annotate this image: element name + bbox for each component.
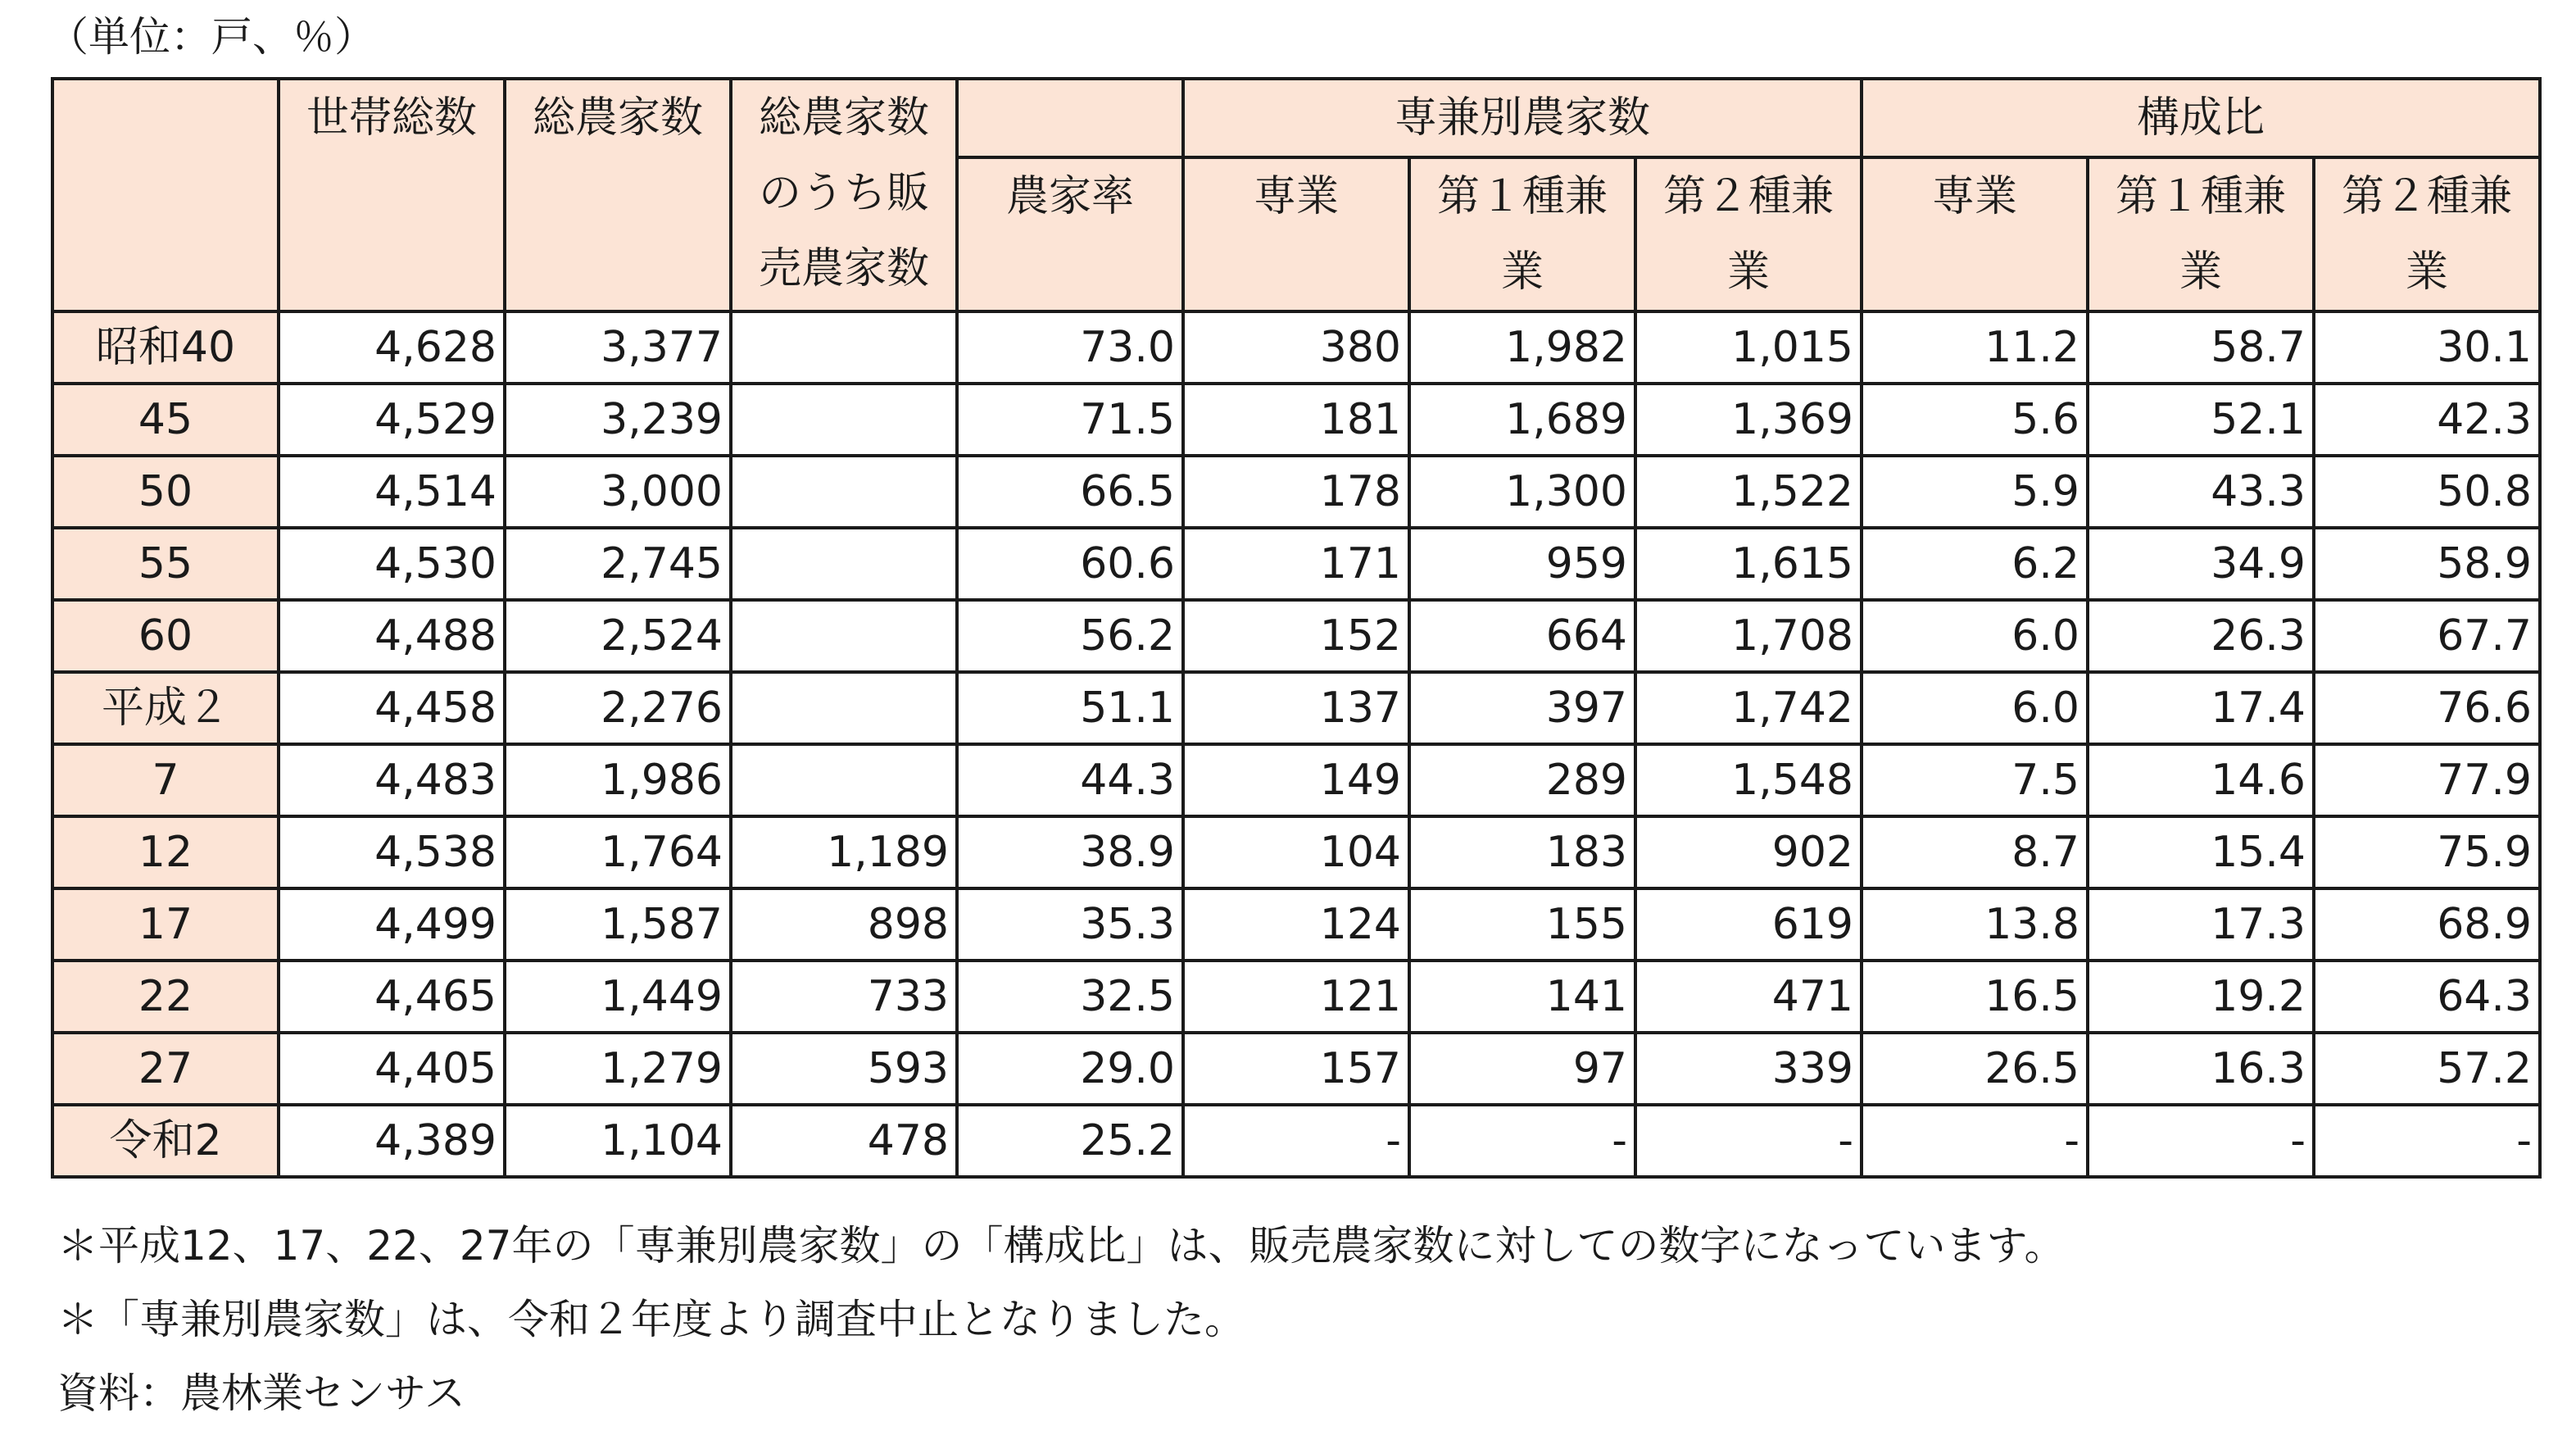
farm-rate-cell: 66.5 [957, 456, 1183, 528]
total-farm-cell: 2,524 [505, 600, 731, 672]
header-full-time [1183, 157, 1409, 311]
total-farm-cell: 1,104 [505, 1105, 731, 1177]
ratio-part-time-1-cell: 19.2 [2088, 961, 2314, 1033]
farm-rate-cell: 56.2 [957, 600, 1183, 672]
households-cell: 4,514 [279, 456, 505, 528]
full-time-cell: 157 [1183, 1033, 1409, 1105]
sales-farm-cell: 733 [731, 961, 957, 1033]
full-time-cell: 152 [1183, 600, 1409, 672]
table-row [52, 528, 2540, 600]
header-farm-rate [957, 157, 1183, 311]
ratio-part-time-1-cell: 17.3 [2088, 888, 2314, 961]
header-group-ratio [1862, 79, 2540, 157]
ratio-part-time-1-cell: 58.7 [2088, 311, 2314, 384]
ratio-part-time-2-cell: 76.6 [2314, 672, 2540, 744]
ratio-full-time-cell: 8.7 [1862, 816, 2088, 888]
ratio-part-time-2-cell: 77.9 [2314, 744, 2540, 816]
part-time-2-cell: 1,548 [1635, 744, 1862, 816]
part-time-2-cell: 902 [1635, 816, 1862, 888]
full-time-cell: 171 [1183, 528, 1409, 600]
ratio-part-time-2-cell: 58.9 [2314, 528, 2540, 600]
ratio-part-time-1-cell: 52.1 [2088, 384, 2314, 456]
header-ratio-part-time-2-line2: 業 [2405, 248, 2448, 297]
year-label: 22 [52, 961, 279, 1033]
table-row [52, 672, 2540, 744]
source-note: 資料：農林業センサス [57, 1370, 465, 1417]
table-row [52, 888, 2540, 961]
total-farm-cell: 1,449 [505, 961, 731, 1033]
full-time-cell: 380 [1183, 311, 1409, 384]
header-ratio-full-time [1862, 157, 2088, 311]
part-time-2-cell: - [1635, 1105, 1862, 1177]
year-label: 45 [52, 384, 279, 456]
households-cell: 4,488 [279, 600, 505, 672]
header-group-by-type [1183, 79, 1862, 157]
sales-farm-cell [731, 528, 957, 600]
table-row [52, 1105, 2540, 1177]
ratio-full-time-cell: - [1862, 1105, 2088, 1177]
ratio-part-time-1-cell: 17.4 [2088, 672, 2314, 744]
ratio-part-time-1-cell: 26.3 [2088, 600, 2314, 672]
households-cell: 4,530 [279, 528, 505, 600]
sales-farm-cell [731, 600, 957, 672]
full-time-cell: 149 [1183, 744, 1409, 816]
year-label: 12 [52, 816, 279, 888]
farm-rate-cell: 71.5 [957, 384, 1183, 456]
header-sales-farm [731, 79, 957, 311]
households-cell: 4,405 [279, 1033, 505, 1105]
part-time-1-cell: 155 [1409, 888, 1635, 961]
header-farm-rate-top [957, 79, 1183, 157]
header-farm-rate-label: 農家率 [1005, 172, 1134, 221]
farm-rate-cell: 29.0 [957, 1033, 1183, 1105]
total-farm-cell: 2,745 [505, 528, 731, 600]
table-row [52, 744, 2540, 816]
unit-label: （単位：戸、％） [48, 13, 375, 61]
ratio-part-time-1-cell: 15.4 [2088, 816, 2314, 888]
full-time-cell: 181 [1183, 384, 1409, 456]
farm-rate-cell: 73.0 [957, 311, 1183, 384]
ratio-full-time-cell: 11.2 [1862, 311, 2088, 384]
total-farm-cell: 3,239 [505, 384, 731, 456]
ratio-part-time-2-cell: 67.7 [2314, 600, 2540, 672]
total-farm-cell: 1,279 [505, 1033, 731, 1105]
header-households-label: 世帯総数 [306, 93, 477, 143]
table-row [52, 816, 2540, 888]
footnote-sales-farm-ratio: ＊平成12、17、22、27年の「専兼別農家数」の「構成比」は、販売農家数に対しての数字になっています。 [57, 1222, 2066, 1270]
sales-farm-cell: 1,189 [731, 816, 957, 888]
ratio-full-time-cell: 5.9 [1862, 456, 2088, 528]
header-ratio-part-time-1 [2088, 157, 2314, 311]
total-farm-cell: 3,000 [505, 456, 731, 528]
part-time-2-cell: 1,369 [1635, 384, 1862, 456]
ratio-part-time-2-cell: 64.3 [2314, 961, 2540, 1033]
year-label: 昭和40 [52, 311, 279, 384]
part-time-1-cell: 183 [1409, 816, 1635, 888]
full-time-cell: 178 [1183, 456, 1409, 528]
sales-farm-cell [731, 384, 957, 456]
header-sales-farm-line2: のうち販 [758, 169, 929, 218]
ratio-part-time-1-cell: 34.9 [2088, 528, 2314, 600]
farm-rate-cell: 38.9 [957, 816, 1183, 888]
part-time-1-cell: 97 [1409, 1033, 1635, 1105]
ratio-full-time-cell: 13.8 [1862, 888, 2088, 961]
sales-farm-cell: 593 [731, 1033, 957, 1105]
households-cell: 4,483 [279, 744, 505, 816]
table-row [52, 311, 2540, 384]
households-cell: 4,538 [279, 816, 505, 888]
farm-household-table [51, 77, 2542, 1179]
year-label: 17 [52, 888, 279, 961]
sales-farm-cell: 898 [731, 888, 957, 961]
year-label: 50 [52, 456, 279, 528]
sales-farm-cell [731, 311, 957, 384]
households-cell: 4,499 [279, 888, 505, 961]
farm-rate-cell: 35.3 [957, 888, 1183, 961]
ratio-part-time-2-cell: 30.1 [2314, 311, 2540, 384]
total-farm-cell: 3,377 [505, 311, 731, 384]
header-group-by-type-label: 専兼別農家数 [1394, 93, 1650, 143]
ratio-full-time-cell: 6.0 [1862, 672, 2088, 744]
sales-farm-cell: 478 [731, 1105, 957, 1177]
header-ratio-part-time-2-line1: 第２種兼 [2341, 172, 2512, 221]
ratio-full-time-cell: 26.5 [1862, 1033, 2088, 1105]
total-farm-cell: 2,276 [505, 672, 731, 744]
header-households [279, 79, 505, 311]
ratio-part-time-2-cell: 68.9 [2314, 888, 2540, 961]
header-part-time-1-line1: 第１種兼 [1436, 172, 1608, 221]
total-farm-cell: 1,587 [505, 888, 731, 961]
full-time-cell: - [1183, 1105, 1409, 1177]
year-label: 55 [52, 528, 279, 600]
ratio-part-time-2-cell: 57.2 [2314, 1033, 2540, 1105]
ratio-part-time-1-cell: - [2088, 1105, 2314, 1177]
full-time-cell: 124 [1183, 888, 1409, 961]
farm-rate-cell: 60.6 [957, 528, 1183, 600]
ratio-full-time-cell: 6.0 [1862, 600, 2088, 672]
header-ratio-part-time-1-line2: 業 [2179, 248, 2222, 297]
households-cell: 4,628 [279, 311, 505, 384]
part-time-2-cell: 339 [1635, 1033, 1862, 1105]
year-label: 60 [52, 600, 279, 672]
table-row [52, 961, 2540, 1033]
ratio-part-time-2-cell: 42.3 [2314, 384, 2540, 456]
ratio-part-time-2-cell: 75.9 [2314, 816, 2540, 888]
households-cell: 4,458 [279, 672, 505, 744]
header-year-corner [52, 79, 279, 311]
households-cell: 4,529 [279, 384, 505, 456]
header-ratio-part-time-1-line1: 第１種兼 [2115, 172, 2286, 221]
ratio-part-time-2-cell: - [2314, 1105, 2540, 1177]
farm-rate-cell: 44.3 [957, 744, 1183, 816]
farm-rate-cell: 51.1 [957, 672, 1183, 744]
footnote-survey-discontinued: ＊「専兼別農家数」は、令和２年度より調査中止となりました。 [57, 1296, 1245, 1343]
households-cell: 4,389 [279, 1105, 505, 1177]
header-group-ratio-label: 構成比 [2136, 93, 2265, 143]
header-total-farm [505, 79, 731, 311]
header-ratio-full-time-label: 専業 [1931, 172, 2017, 221]
header-total-farm-label: 総農家数 [532, 93, 703, 143]
sales-farm-cell [731, 456, 957, 528]
table-row [52, 456, 2540, 528]
table-row [52, 1033, 2540, 1105]
ratio-full-time-cell: 5.6 [1862, 384, 2088, 456]
part-time-2-cell: 1,522 [1635, 456, 1862, 528]
table-row [52, 384, 2540, 456]
ratio-full-time-cell: 16.5 [1862, 961, 2088, 1033]
ratio-full-time-cell: 6.2 [1862, 528, 2088, 600]
part-time-2-cell: 1,742 [1635, 672, 1862, 744]
part-time-1-cell: 141 [1409, 961, 1635, 1033]
part-time-1-cell: 289 [1409, 744, 1635, 816]
ratio-part-time-2-cell: 50.8 [2314, 456, 2540, 528]
ratio-full-time-cell: 7.5 [1862, 744, 2088, 816]
header-part-time-2-line1: 第２種兼 [1662, 172, 1834, 221]
part-time-2-cell: 1,708 [1635, 600, 1862, 672]
total-farm-cell: 1,986 [505, 744, 731, 816]
part-time-1-cell: 664 [1409, 600, 1635, 672]
header-ratio-part-time-2 [2314, 157, 2540, 311]
ratio-part-time-1-cell: 16.3 [2088, 1033, 2314, 1105]
header-part-time-2 [1635, 157, 1862, 311]
header-part-time-1-line2: 業 [1500, 248, 1544, 297]
ratio-part-time-1-cell: 43.3 [2088, 456, 2314, 528]
header-part-time-1 [1409, 157, 1635, 311]
full-time-cell: 121 [1183, 961, 1409, 1033]
sales-farm-cell [731, 744, 957, 816]
year-label: 27 [52, 1033, 279, 1105]
part-time-2-cell: 619 [1635, 888, 1862, 961]
farm-rate-cell: 32.5 [957, 961, 1183, 1033]
part-time-1-cell: 1,300 [1409, 456, 1635, 528]
part-time-2-cell: 1,615 [1635, 528, 1862, 600]
part-time-1-cell: 1,982 [1409, 311, 1635, 384]
header-part-time-2-line2: 業 [1726, 248, 1770, 297]
part-time-2-cell: 471 [1635, 961, 1862, 1033]
year-label: 7 [52, 744, 279, 816]
table-row [52, 600, 2540, 672]
part-time-1-cell: 397 [1409, 672, 1635, 744]
header-sales-farm-line1: 総農家数 [758, 93, 929, 143]
part-time-1-cell: - [1409, 1105, 1635, 1177]
full-time-cell: 104 [1183, 816, 1409, 888]
sales-farm-cell [731, 672, 957, 744]
header-full-time-label: 専業 [1253, 172, 1339, 221]
total-farm-cell: 1,764 [505, 816, 731, 888]
full-time-cell: 137 [1183, 672, 1409, 744]
year-label: 令和2 [52, 1105, 279, 1177]
part-time-1-cell: 959 [1409, 528, 1635, 600]
header-sales-farm-line3: 売農家数 [758, 244, 929, 293]
part-time-1-cell: 1,689 [1409, 384, 1635, 456]
ratio-part-time-1-cell: 14.6 [2088, 744, 2314, 816]
part-time-2-cell: 1,015 [1635, 311, 1862, 384]
year-label: 平成２ [52, 672, 279, 744]
farm-rate-cell: 25.2 [957, 1105, 1183, 1177]
table-body [52, 311, 2540, 1177]
households-cell: 4,465 [279, 961, 505, 1033]
